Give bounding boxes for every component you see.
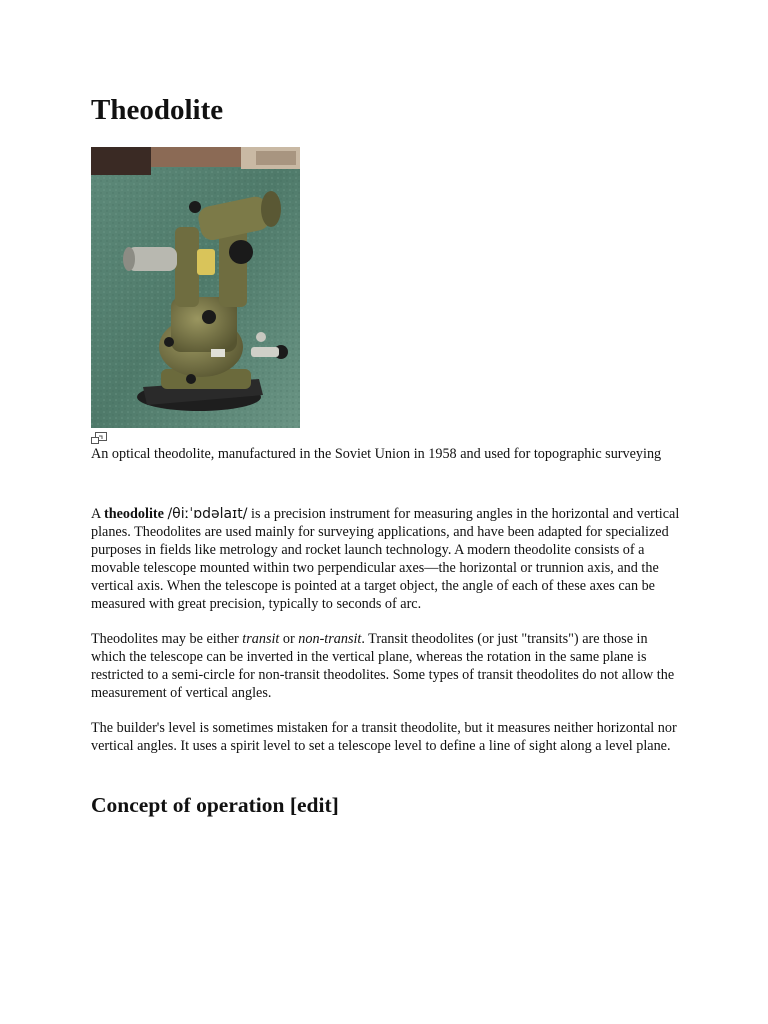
- page-title: Theodolite: [91, 94, 224, 126]
- term-transit: transit: [242, 631, 280, 647]
- paragraph-transit: [91, 630, 683, 702]
- text: A: [91, 506, 105, 522]
- image-caption: An optical theodolite, manufactured in the Soviet Union in 1958 and used for topographic surveying: [91, 446, 662, 462]
- section-heading-concept: Concept of operation [edit]: [91, 793, 339, 817]
- enlarge-icon[interactable]: [91, 432, 107, 445]
- text: is a precision instrument for measuring angles in the horizontal and vertical planes. Theodolites are used mainly for surveying applications, and have been adapted for specialized purposes in fields like metrology and rocket launch technology. A modern theodolite consists of a movable telescope mounted within two perpendicular axes—the horizontal or trunnion axis, and the vertical axis. When the telescope is pointed at a target object, the angle of each of these axes can be measured with great precision, typically to seconds of arc.: [91, 506, 680, 612]
- paragraph-builders-level: The builder's level is sometimes mistaken for a transit theodolite, but it measures neither horizontal nor vertical angles. It uses a spirit level to set a telescope level to define a line of sight along a level plane.: [91, 720, 677, 754]
- theodolite-photo[interactable]: [91, 147, 300, 428]
- term-non-transit: non-transit: [298, 631, 362, 647]
- text: Theodolites may be either: [91, 631, 243, 647]
- term-theodolite: theodolite: [104, 506, 164, 522]
- text: . Transit theodolites (or just "transits") are those in which the telescope can be inverted in the vertical plane, whereas the rotation in the same plane is restricted to a semi-circle for non-transit theodolites. Some types of transit theodolites do not allow the measurement of vertical angles.: [91, 631, 675, 701]
- text: or: [279, 631, 299, 647]
- figure: [91, 147, 651, 428]
- pronunciation-ipa[interactable]: /θiːˈɒdəlaɪt/: [167, 506, 248, 522]
- paragraph-intro: [91, 505, 683, 613]
